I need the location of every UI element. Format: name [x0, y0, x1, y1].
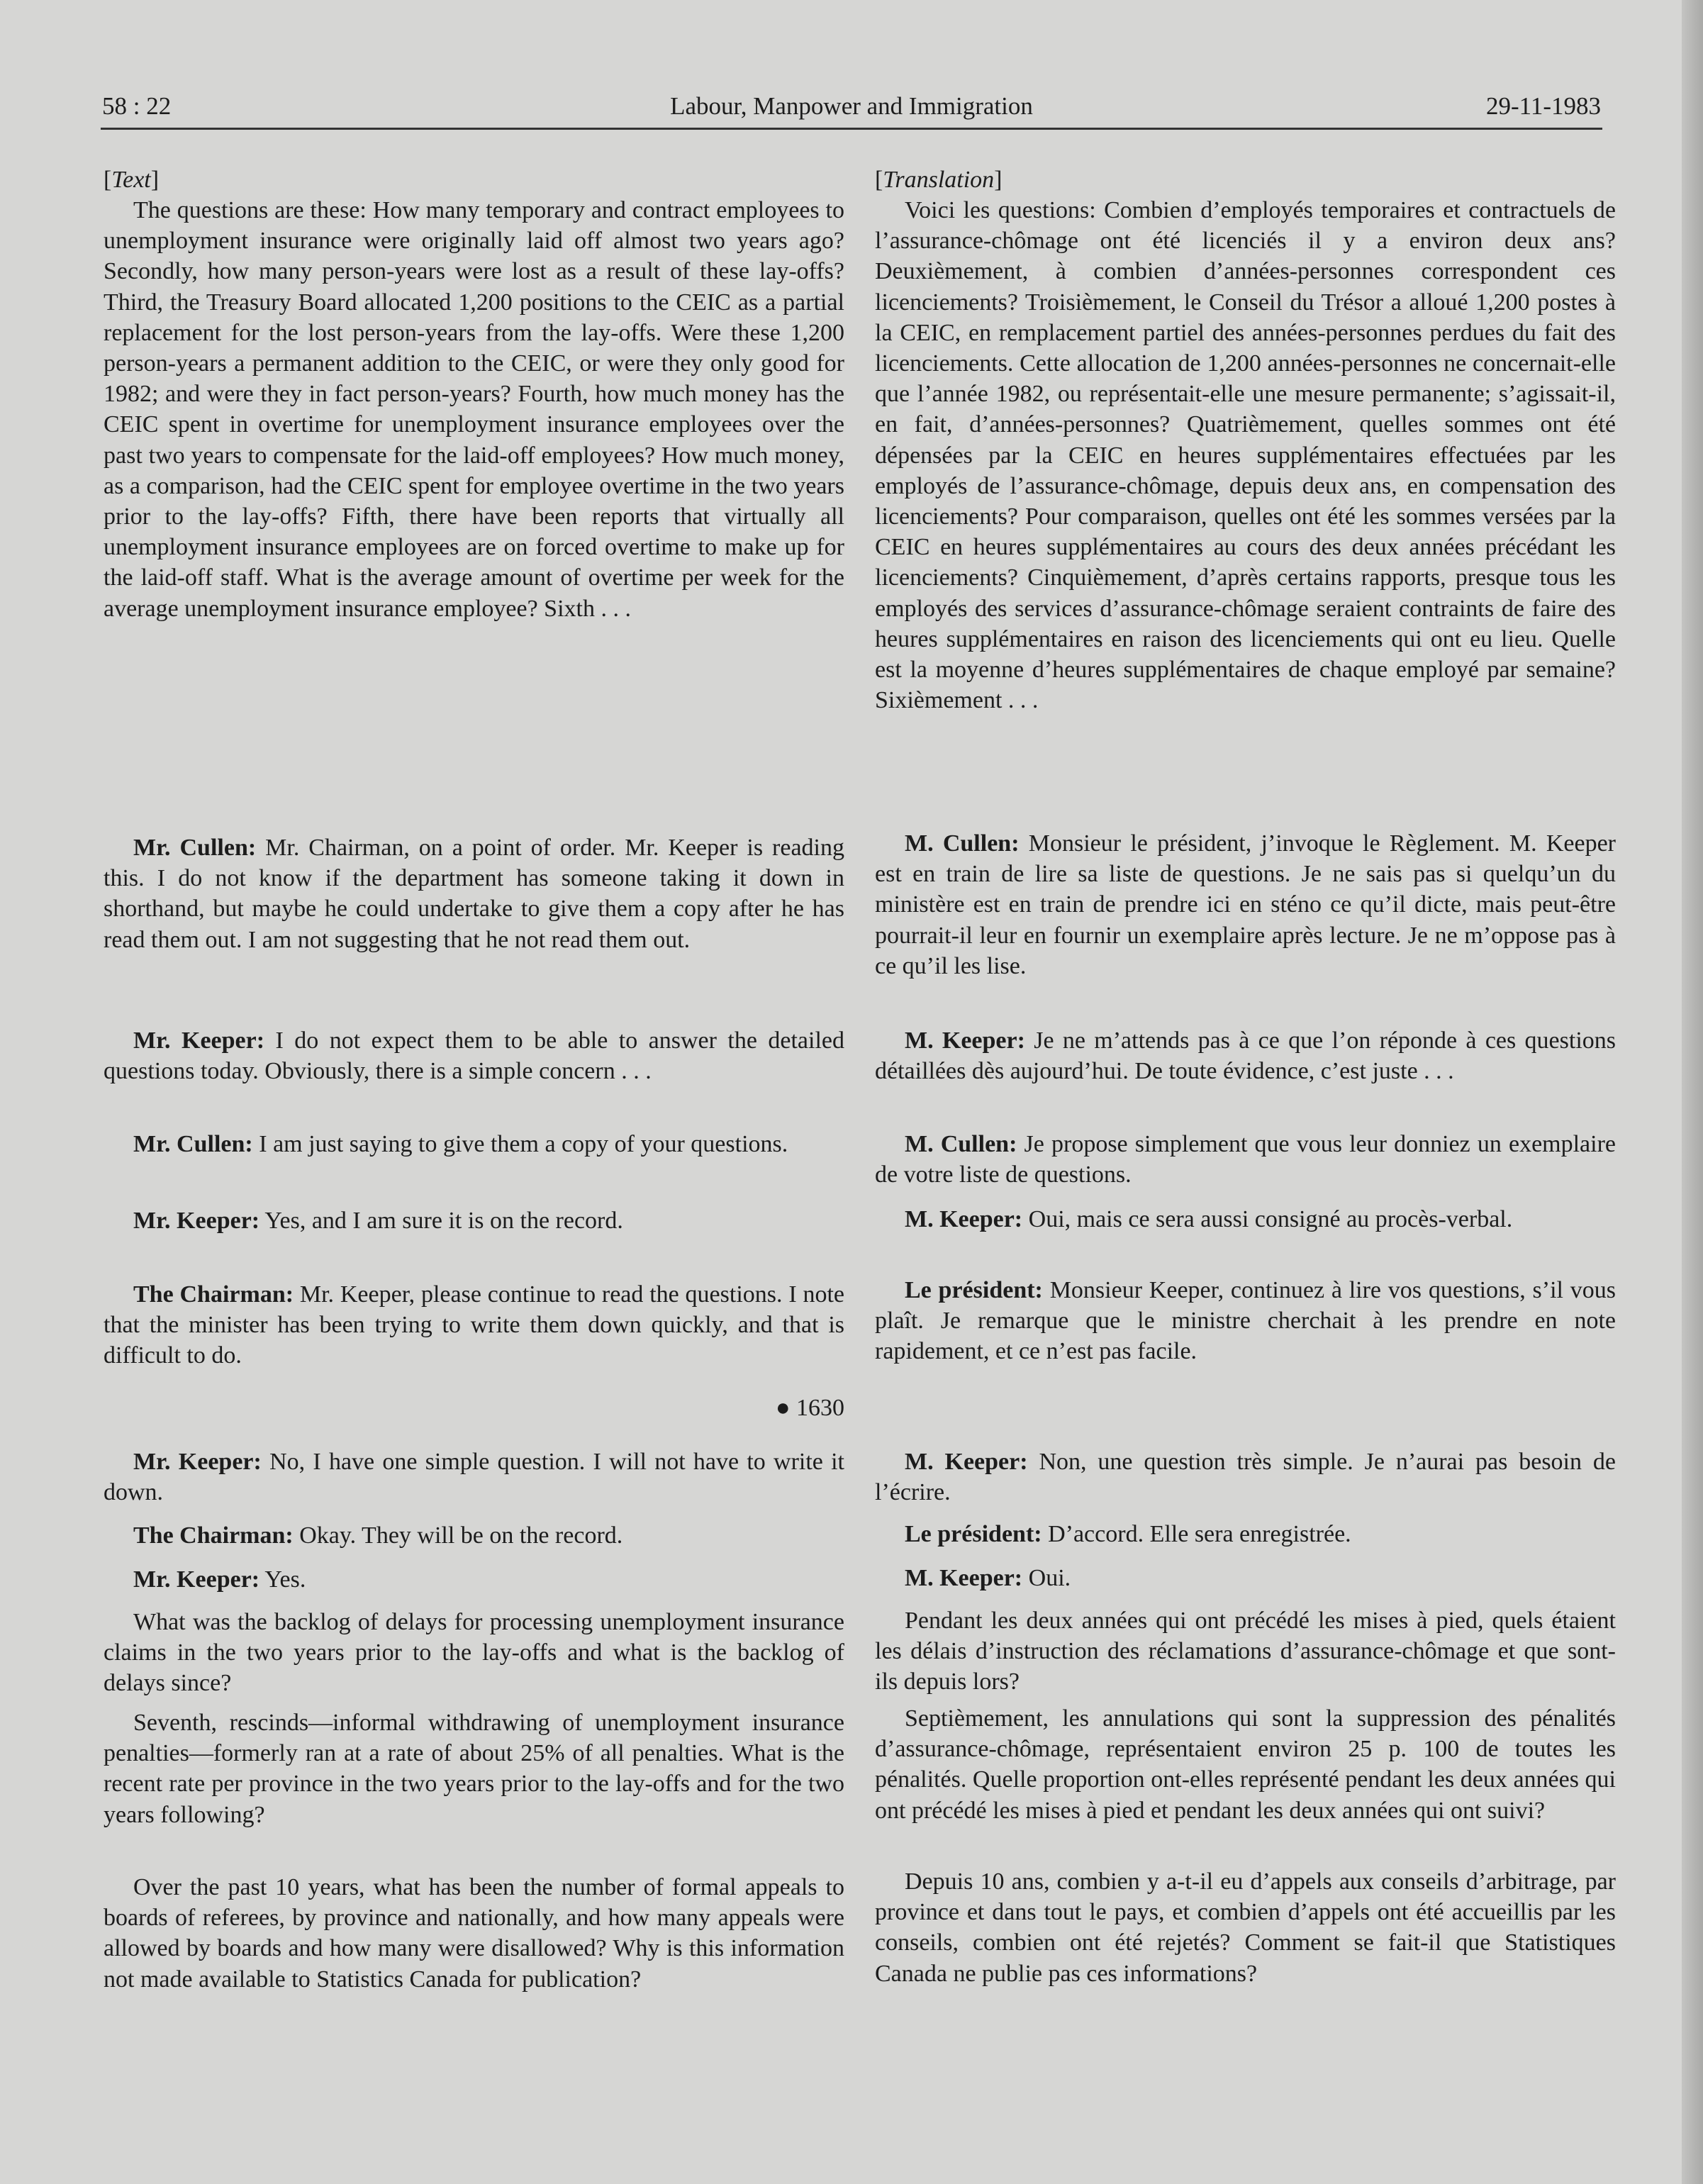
paragraph-seventh-question-fr: Septièmement, les annulations qui sont la suppression des pénalités d’assurance-chômage, représentaient environ 25 p. 100 de toutes les pénalités. Quelle proportion ont-elles représenté pendant les deux années qui ont précédé les mises à pied et pendant les deux années qui ont suivi? [875, 1705, 1616, 1824]
speaker-name: M. Keeper: [905, 1206, 1023, 1232]
speaker-name: Mr. Cullen: [133, 1131, 253, 1157]
page-header [101, 92, 1602, 130]
speaker-name: M. Cullen: [905, 1131, 1017, 1157]
paragraph-keeper-yes-fr: M. Keeper: Oui. [905, 1565, 1071, 1591]
paragraph-backlog-question-fr: Pendant les deux années qui ont précédé les mises à pied, quels étaient les délais d’instruction des réclamations d’assurance-chômage et que sont-ils depuis lors? [875, 1608, 1616, 1695]
time-marker: ● 1630 [775, 1395, 844, 1421]
header-date: 29-11-1983 [1485, 92, 1601, 120]
paragraph-chairman-continue: The Chairman: Mr. Keeper, please continue to read the questions. I note that the minister has been trying to write them down quickly, and that is difficult to do. [104, 1281, 844, 1369]
paragraph-questions-fr: Voici les questions: Combien d’employés temporaires et contractuels de l’assurance-chômage ont été licenciés il y a environ deux ans? Deuxièmement, à combien d’années-personnes correspondent ces licenciements? Troisièmement, le Conseil du Trésor a alloué 1,200 postes à la CEIC, en remplacement partiel des années-personnes perdues du fait des licenciements. Cette allocation de 1,200 années-personnes ne concernait-elle que l’année 1982, ou représentait-elle une mesure permanente; s’agissait-il, en fait, d’années-personnes? Quatrièmement, quelles sommes ont été dépensées par la CEIC en heures supplémentaires effectuées par les employés de l’assurance-chômage, depuis deux ans, en compensation des licenciements? Pour comparaison, quelles ont été les sommes versées par la CEIC en heures supplémentaires au cours des deux années précédant les licenciements? Cinquièmement, d’après certains rapports, presque tous les employés des services d’assurance-chômage seraient contraints de faire des heures supplémentaires en raison des licenciements qui ont eu lieu. Quelle est la moyenne d’heures supplémentaires de chaque employé par semaine? Sixièmement . . . [875, 197, 1616, 714]
paragraph-keeper-record: Mr. Keeper: Yes, and I am sure it is on the record. [133, 1208, 623, 1234]
speaker-name: Le président: [905, 1521, 1042, 1547]
speaker-name: Mr. Keeper: [133, 1566, 260, 1593]
paragraph-cullen-copy-fr: M. Cullen: Je propose simplement que vous leur donniez un exemplaire de votre liste de questions. [875, 1131, 1617, 1188]
paragraph-keeper-yes: Mr. Keeper: Yes. [133, 1566, 306, 1593]
column-label-text: [Text] [104, 167, 160, 193]
speaker-name: Mr. Cullen: [133, 835, 257, 861]
header-title: Labour, Manpower and Immigration [670, 92, 1033, 120]
paragraph-keeper-simple-question: Mr. Keeper: No, I have one simple question. I will not have to write it down. [104, 1449, 844, 1506]
speaker-name: M. Keeper: [905, 1449, 1028, 1475]
paragraph-keeper-reply-fr: M. Keeper: Je ne m’attends pas à ce que l’on réponde à ces questions détaillées dès aujourd’hui. De toute évidence, c’est juste . . . [875, 1027, 1616, 1085]
speaker-name: Mr. Keeper: [133, 1449, 262, 1475]
paragraph-keeper-simple-question-fr: M. Keeper: Non, une question très simple. Je n’aurai pas besoin de l’écrire. [875, 1449, 1616, 1506]
speaker-name: M. Keeper: [905, 1565, 1023, 1591]
bullet-icon: ● [775, 1395, 791, 1421]
speaker-name: Mr. Keeper: [133, 1027, 265, 1054]
paragraph-keeper-record-fr: M. Keeper: Oui, mais ce sera aussi consigné au procès-verbal. [905, 1206, 1513, 1232]
speaker-name: M. Cullen: [905, 830, 1020, 857]
paragraph-cullen-point-of-order: Mr. Cullen: Mr. Chairman, on a point of order. Mr. Keeper is reading this. I do not know if the department has someone taking it down in shorthand, but maybe he could undertake to give them a copy after he has read them out. I am not suggesting that he not read them out. [104, 835, 844, 953]
header-page-number: 58 : 22 [102, 92, 172, 120]
paragraph-cullen-copy: Mr. Cullen: I am just saying to give them a copy of your questions. [133, 1131, 788, 1157]
paragraph-chairman-okay-fr: Le président: D’accord. Elle sera enregistrée. [905, 1521, 1351, 1547]
speaker-name: M. Keeper: [905, 1027, 1025, 1054]
speaker-name: Mr. Keeper: [133, 1208, 260, 1234]
paragraph-questions: The questions are these: How many temporary and contract employees to unemployment insurance were originally laid off almost two years ago? Secondly, how many person-years were lost as a result of these lay-offs? Third, the Treasury Board allocated 1,200 positions to the CEIC as a partial replacement for the lost person-years from the lay-offs. Were these 1,200 person-years a permanent addition to the CEIC, or were they only good for 1982; and were they in fact person-years? Fourth, how much money has the CEIC spent in overtime for unemployment insurance employees over the past two years to compensate for the laid-off employees? How much money, as a comparison, had the CEIC spent for employee overtime in the two years prior to the lay-offs? Fifth, there have been reports that virtually all unemployment insurance employees are on forced overtime to make up for the laid-off staff. What is the average amount of overtime per week for the average unemployment insurance employee? Sixth . . . [104, 197, 844, 622]
speaker-name: The Chairman: [133, 1281, 294, 1308]
paragraph-chairman-okay: The Chairman: Okay. They will be on the record. [133, 1522, 623, 1549]
paragraph-seventh-question: Seventh, rescinds—informal withdrawing of unemployment insurance penalties—formerly ran at a rate of about 25% of all penalties. What is the recent rate per province in the two years prior to the lay-offs and for the two years following? [104, 1710, 844, 1828]
speaker-name: The Chairman: [133, 1522, 294, 1549]
paragraph-backlog-question: What was the backlog of delays for processing unemployment insurance claims in the two years prior to the lay-offs and what is the backlog of delays since? [104, 1609, 844, 1697]
paragraph-appeals-question-fr: Depuis 10 ans, combien y a-t-il eu d’appels aux conseils d’arbitrage, par province et dans tout le pays, et combien d’appels ont été accueillis par les conseils, combien ont été rejetés? Comment se fait-il que Statistiques Canada ne publie pas ces informations? [875, 1868, 1616, 1987]
speaker-name: Le président: [905, 1277, 1043, 1303]
paragraph-keeper-reply: Mr. Keeper: I do not expect them to be able to answer the detailed questions today. Obviously, there is a simple concern . . . [104, 1027, 844, 1085]
paragraph-cullen-point-of-order-fr: M. Cullen: Monsieur le président, j’invoque le Règlement. M. Keeper est en train de lire sa liste de questions. Je ne sais pas si quelqu’un du ministère est en train de prendre ici en sténo ce qu’il dicte, mais peut-être pourrait-il leur en fournir un exemplaire après lecture. Je ne m’oppose pas à ce qu’il les lise. [875, 830, 1616, 979]
column-label-translation: [Translation] [875, 167, 1003, 193]
paragraph-appeals-question: Over the past 10 years, what has been the number of formal appeals to boards of referees, by province and nationally, and how many appeals were allowed by boards and how many were disallowed? Why is this information not made available to Statistics Canada for publication? [104, 1874, 844, 1993]
page-binding-edge [1682, 0, 1703, 2184]
paragraph-chairman-continue-fr: Le président: Monsieur Keeper, continuez à lire vos questions, s’il vous plaît. Je remarque que le ministre cherchait à les prendre en note rapidement, et ce n’est pas facile. [875, 1277, 1617, 1365]
